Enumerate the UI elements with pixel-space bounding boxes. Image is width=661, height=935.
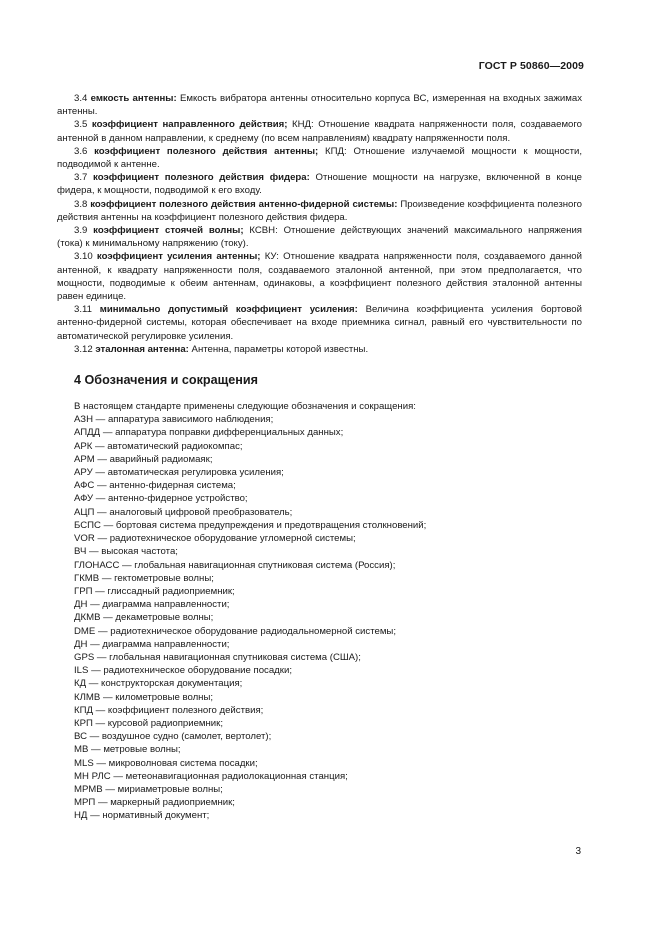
abbreviation-item: АПДД — аппаратура поправки дифференциальных данных; bbox=[74, 427, 344, 439]
definition-text: Емкость вибратора антенны относительно корпуса ВС, измеренная на входных зажимах антенны. bbox=[57, 93, 583, 118]
definition-3-6 bbox=[57, 145, 582, 171]
abbreviation-item: АРУ — автоматическая регулировка усиления; bbox=[74, 467, 284, 479]
abbreviations-list bbox=[57, 413, 582, 822]
definition-number: 3.9 bbox=[74, 225, 88, 237]
abbreviation-item: БСПС — бортовая система предупреждения и предотвращения столкновений; bbox=[74, 519, 427, 531]
abbreviation-item: АЗН — аппаратура зависимого наблюдения; bbox=[74, 414, 274, 426]
definition-text: КПД: Отношение излучаемой мощности к мощности, подводимой к антенне. bbox=[57, 145, 582, 171]
definition-3-10 bbox=[57, 250, 582, 303]
definition-term: коэффициент полезного действия антенно-фидерной системы: bbox=[90, 198, 398, 210]
abbreviation-item: КПД — коэффициент полезного действия; bbox=[74, 704, 264, 716]
abbreviation-item: АРМ — аварийный радиомаяк; bbox=[74, 453, 213, 465]
definition-number: 3.4 bbox=[74, 93, 88, 104]
definition-3-5 bbox=[57, 118, 582, 144]
page-number: 3 bbox=[575, 846, 581, 857]
abbreviation-item: АФУ — антенно-фидерное устройство; bbox=[74, 493, 248, 505]
abbreviation-item: ДКМВ — декаметровые волны; bbox=[74, 612, 214, 624]
definition-3-8 bbox=[57, 198, 582, 224]
section-title: 4 Обозначения и сокращения bbox=[74, 373, 258, 388]
definition-text: Произведение коэффициента полезного действия антенны на коэффициент полезного действия фидера. bbox=[57, 198, 582, 223]
abbreviation-item: МРП — маркерный радиоприемник; bbox=[74, 797, 235, 809]
definition-term: эталонная антенна: bbox=[95, 343, 189, 355]
definition-number: 3.12 bbox=[74, 343, 93, 355]
definition-text: Величина коэффициента усиления бортовой антенно-фидерной системы, которая обеспечивает на входе приемника сигнал, равный его чувствительности по автоматической регулировке усиления. bbox=[57, 304, 582, 342]
abbreviation-item: ГЛОНАСС — глобальная навигационная спутниковая система (Россия); bbox=[74, 559, 396, 571]
definition-3-4 bbox=[57, 92, 582, 118]
abbreviation-item: ILS — радиотехническое оборудование посадки; bbox=[74, 665, 292, 677]
definition-3-12 bbox=[57, 343, 582, 356]
section-intro: В настоящем стандарте применены следующие обозначения и сокращения: bbox=[74, 401, 416, 413]
definition-term: коэффициент полезного действия антенны; bbox=[94, 145, 319, 157]
definition-term: коэффициент полезного действия фидера: bbox=[93, 172, 310, 184]
definition-term: емкость антенны: bbox=[90, 93, 177, 104]
definition-number: 3.5 bbox=[74, 119, 88, 131]
definition-3-9 bbox=[57, 224, 582, 250]
abbreviation-item: ГРП — глиссадный радиоприемник; bbox=[74, 585, 235, 597]
definition-number: 3.7 bbox=[74, 172, 88, 184]
document-header: ГОСТ Р 50860—2009 bbox=[478, 60, 584, 72]
abbreviation-item: КРП — курсовой радиоприемник; bbox=[74, 717, 224, 729]
abbreviation-item: ВС — воздушное судно (самолет, вертолет); bbox=[74, 731, 272, 743]
definition-term: коэффициент направленного действия; bbox=[91, 119, 288, 131]
definition-term: коэффициент усиления антенны; bbox=[96, 251, 261, 263]
abbreviation-item: ГКМВ — гектометровые волны; bbox=[74, 572, 214, 584]
abbreviation-item: MLS — микроволновая система посадки; bbox=[74, 757, 258, 769]
abbreviation-item: МРМВ — мириаметровые волны; bbox=[74, 783, 223, 795]
definition-3-11 bbox=[57, 303, 582, 343]
abbreviation-item: VOR — радиотехническое оборудование угломерной системы; bbox=[74, 533, 356, 545]
abbreviation-item: КД — конструкторская документация; bbox=[74, 678, 243, 690]
abbreviation-item: ДН — диаграмма направленности; bbox=[74, 599, 230, 611]
definition-term: коэффициент стоячей волны; bbox=[93, 225, 244, 237]
definitions-list bbox=[57, 92, 582, 356]
abbreviation-item: АРК — автоматический радиокомпас; bbox=[74, 440, 243, 452]
abbreviation-item: ВЧ — высокая частота; bbox=[74, 546, 178, 558]
abbreviation-item: АЦП — аналоговый цифровой преобразователь; bbox=[74, 506, 293, 518]
abbreviation-item: МН РЛС — метеонавигационная радиолокационная станция; bbox=[74, 770, 348, 782]
abbreviation-item: КЛМВ — километровые волны; bbox=[74, 691, 214, 703]
definition-text: Антенна, параметры которой известны. bbox=[191, 343, 369, 355]
definition-text: Отношение мощности на нагрузке, включенной в конце фидера, к мощности, подводимой к его входу. bbox=[57, 172, 582, 197]
definition-text: КУ: Отношение квадрата напряженности поля, создаваемого данной антенной, к квадрату напряженности поля, создаваемого эталонной антенной, при этом предполагается, что мощности, подводимые к обеим антеннам, одинаковы, а коэффициент полезного действия эталонной антенны равен единице. bbox=[57, 251, 582, 303]
abbreviation-item: GPS — глобальная навигационная спутниковая система (США); bbox=[74, 651, 361, 663]
abbreviation-item: АФС — антенно-фидерная система; bbox=[74, 480, 236, 492]
definition-number: 3.8 bbox=[74, 198, 88, 210]
abbreviation-item: МВ — метровые волны; bbox=[74, 744, 181, 756]
definition-3-7 bbox=[57, 171, 582, 197]
abbreviation-item: ДН — диаграмма направленности; bbox=[74, 638, 230, 650]
definition-term: минимально допустимый коэффициент усиления: bbox=[99, 304, 358, 316]
definition-text: КНД: Отношение квадрата напряженности поля, создаваемого антенной в данном направлении, к среднему (по всем направлениям) квадрату напряженности поля. bbox=[57, 119, 582, 144]
definition-number: 3.11 bbox=[74, 304, 92, 316]
definition-text: КСВН: Отношение действующих значений максимального напряжения (тока) к минимальному напряжению (току). bbox=[57, 225, 582, 250]
definition-number: 3.6 bbox=[74, 145, 88, 157]
definition-number: 3.10 bbox=[74, 251, 93, 263]
page-content bbox=[57, 92, 582, 823]
abbreviation-item: НД — нормативный документ; bbox=[74, 810, 210, 822]
abbreviation-item: DME — радиотехническое оборудование радиодальномерной системы; bbox=[74, 625, 396, 637]
